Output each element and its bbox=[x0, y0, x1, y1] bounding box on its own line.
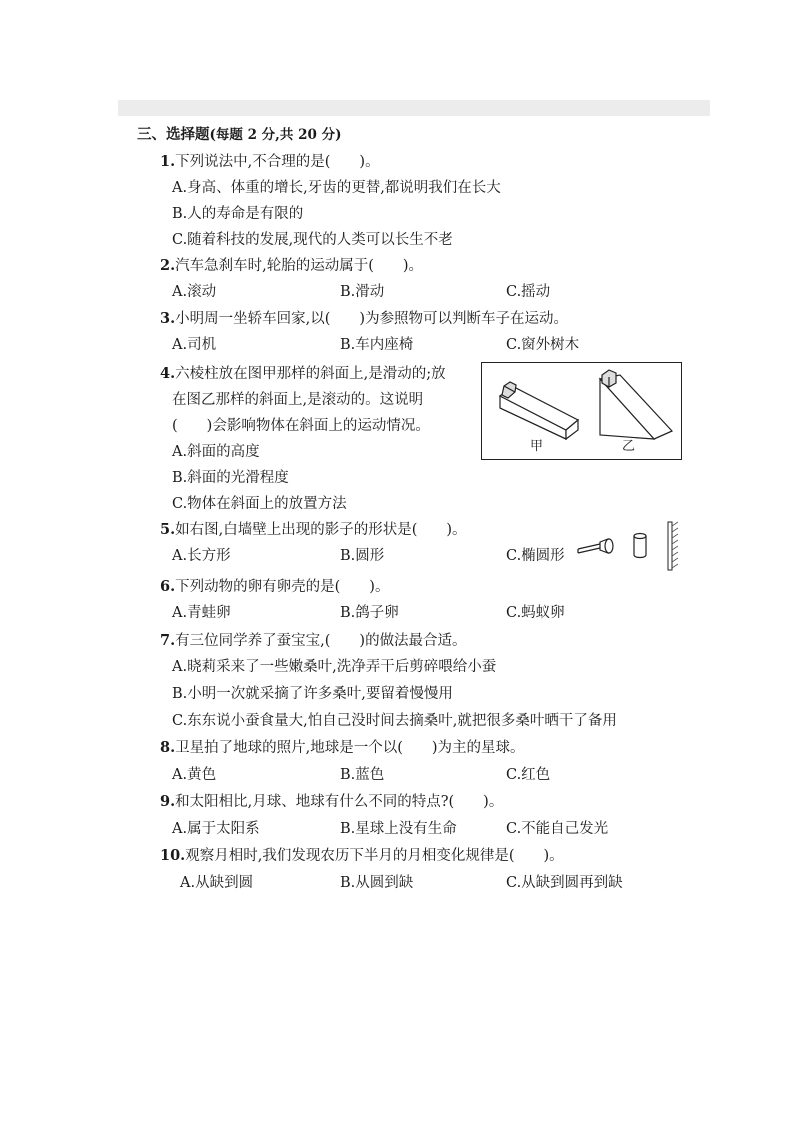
question-2-stem bbox=[160, 257, 423, 275]
question-text: 和太阳相比,月球、地球有什么不同的特点?( )。 bbox=[175, 794, 504, 810]
flashlight-shadow-figure bbox=[574, 520, 684, 572]
question-text: 观察月相时,我们发现农历下半月的月相变化规律是( )。 bbox=[185, 848, 564, 864]
question-3-option-b[interactable]: B.车内座椅 bbox=[340, 337, 414, 353]
question-4-option-a[interactable]: A.斜面的高度 bbox=[172, 444, 260, 460]
question-1-stem bbox=[160, 153, 380, 171]
question-1-option-a[interactable]: A.身高、体重的增长,牙齿的更替,都说明我们在长大 bbox=[172, 180, 501, 196]
question-7-option-a[interactable]: A.晓莉采来了一些嫩桑叶,洗净弄干后剪碎喂给小蚕 bbox=[172, 659, 497, 675]
question-text: 下列动物的卵有卵壳的是( )。 bbox=[175, 579, 390, 595]
question-text: 汽车急刹车时,轮胎的运动属于( )。 bbox=[175, 258, 424, 274]
question-7-stem bbox=[160, 632, 467, 650]
question-5-option-c[interactable]: C.椭圆形 bbox=[506, 548, 565, 564]
question-5-option-b[interactable]: B.圆形 bbox=[340, 548, 385, 564]
question-4-stem-line-1 bbox=[160, 365, 446, 383]
question-8-stem bbox=[160, 739, 525, 757]
question-number: 9. bbox=[160, 793, 176, 810]
question-3-option-a[interactable]: A.司机 bbox=[172, 337, 217, 353]
question-7-option-b[interactable]: B.小明一次就采摘了许多桑叶,要留着慢慢用 bbox=[172, 686, 453, 702]
question-10-option-a[interactable]: A.从缺到圆 bbox=[180, 875, 254, 891]
question-7-option-c[interactable]: C.东东说小蚕食量大,怕自己没时间去摘桑叶,就把很多桑叶晒干了备用 bbox=[172, 713, 617, 729]
question-number: 3. bbox=[160, 310, 176, 327]
question-5-stem bbox=[160, 521, 467, 539]
question-4-stem-line-2: 在图乙那样的斜面上,是滚动的。这说明 bbox=[172, 392, 424, 408]
figure-label-yi: 乙 bbox=[622, 439, 636, 454]
question-1-option-b[interactable]: B.人的寿命是有限的 bbox=[172, 206, 304, 222]
question-4-stem-line-3: ( )会影响物体在斜面上的运动情况。 bbox=[172, 418, 430, 434]
question-number: 7. bbox=[160, 632, 176, 649]
question-number: 5. bbox=[160, 521, 176, 538]
incline-figure bbox=[481, 362, 682, 460]
question-6-option-a[interactable]: A.青蛙卵 bbox=[172, 605, 231, 621]
section-note: (每题 2 分,共 20 分) bbox=[209, 127, 342, 143]
figure-label-jia: 甲 bbox=[530, 439, 544, 454]
question-number: 6. bbox=[160, 578, 176, 595]
question-number: 4. bbox=[160, 365, 176, 382]
section-title: 三、选择题 bbox=[137, 126, 210, 143]
question-4-option-b[interactable]: B.斜面的光滑程度 bbox=[172, 470, 289, 486]
question-1-option-c[interactable]: C.随着科技的发展,现代的人类可以长生不老 bbox=[172, 232, 453, 248]
question-5-option-a[interactable]: A.长方形 bbox=[172, 548, 231, 564]
incline-jia bbox=[500, 382, 578, 439]
question-9-stem bbox=[160, 793, 503, 811]
question-10-stem bbox=[160, 847, 564, 865]
question-text: 如右图,白墙壁上出现的影子的形状是( )。 bbox=[175, 522, 467, 538]
question-8-option-c[interactable]: C.红色 bbox=[506, 767, 551, 783]
question-2-option-c[interactable]: C.摇动 bbox=[506, 284, 551, 300]
question-text: 小明周一坐轿车回家,以( )为参照物可以判断车子在运动。 bbox=[175, 311, 569, 327]
question-8-option-a[interactable]: A.黄色 bbox=[172, 767, 217, 783]
question-9-option-a[interactable]: A.属于太阳系 bbox=[172, 821, 260, 837]
question-9-option-b[interactable]: B.星球上没有生命 bbox=[340, 821, 457, 837]
question-number: 1. bbox=[160, 153, 176, 170]
question-10-option-c[interactable]: C.从缺到圆再到缺 bbox=[506, 875, 623, 891]
section-header bbox=[137, 126, 341, 144]
incline-yi bbox=[600, 370, 672, 439]
question-text: 有三位同学养了蚕宝宝,( )的做法最合适。 bbox=[175, 633, 467, 649]
question-number: 8. bbox=[160, 739, 176, 756]
question-9-option-c[interactable]: C.不能自己发光 bbox=[506, 821, 609, 837]
question-text: 卫星拍了地球的照片,地球是一个以( )为主的星球。 bbox=[175, 740, 525, 756]
question-6-option-b[interactable]: B.鸽子卵 bbox=[340, 605, 399, 621]
question-text: 下列说法中,不合理的是( )。 bbox=[175, 154, 380, 170]
question-3-option-c[interactable]: C.窗外树木 bbox=[506, 337, 580, 353]
question-number: 2. bbox=[160, 257, 176, 274]
question-number: 10. bbox=[160, 847, 186, 864]
question-6-stem bbox=[160, 578, 389, 596]
scan-top-band bbox=[118, 100, 710, 116]
question-text: 六棱柱放在图甲那样的斜面上,是滑动的;放 bbox=[175, 366, 446, 382]
question-3-stem bbox=[160, 310, 568, 328]
question-10-option-b[interactable]: B.从圆到缺 bbox=[340, 875, 414, 891]
question-2-option-a[interactable]: A.滚动 bbox=[172, 284, 217, 300]
question-2-option-b[interactable]: B.滑动 bbox=[340, 284, 385, 300]
question-4-option-c[interactable]: C.物体在斜面上的放置方法 bbox=[172, 496, 347, 512]
incline-diagram bbox=[482, 363, 681, 459]
question-6-option-c[interactable]: C.蚂蚁卵 bbox=[506, 605, 565, 621]
question-8-option-b[interactable]: B.蓝色 bbox=[340, 767, 385, 783]
